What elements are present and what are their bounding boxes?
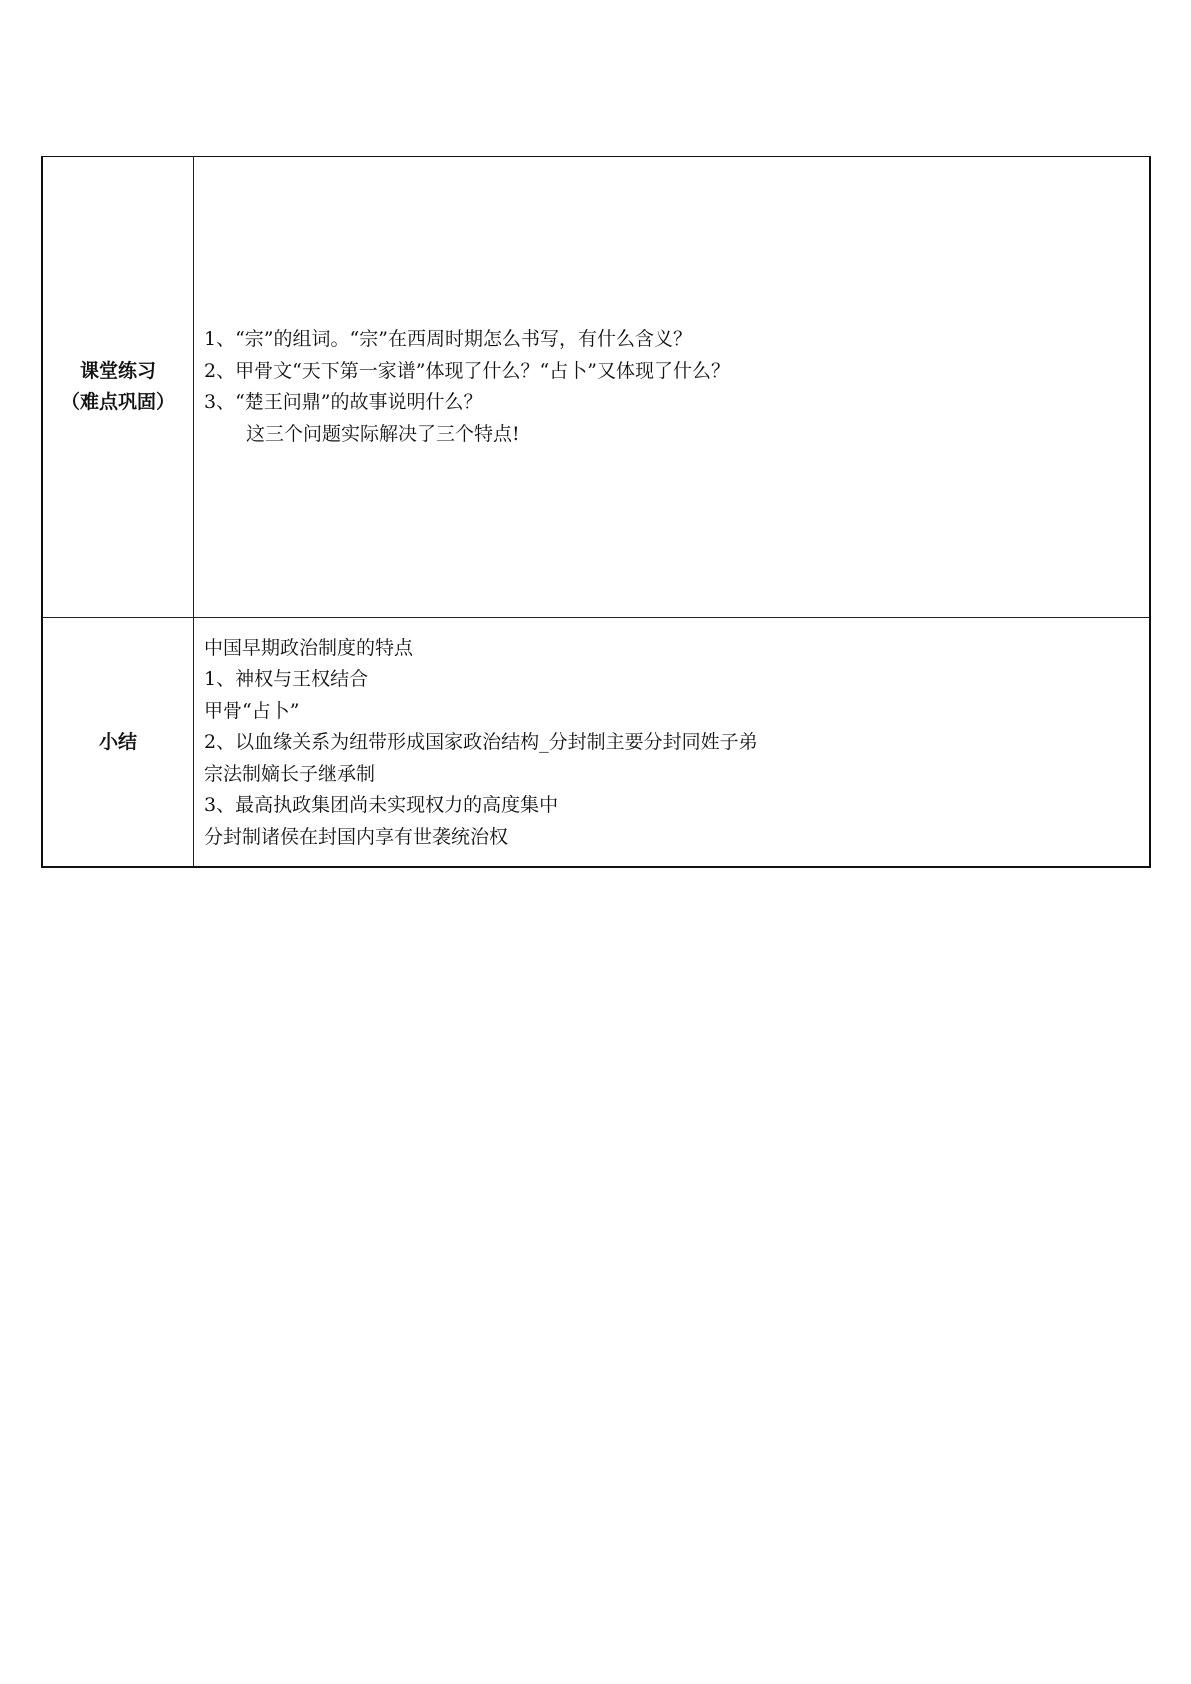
practice-label bbox=[43, 356, 193, 418]
practice-label-line1: 课堂练习 bbox=[79, 360, 156, 382]
practice-note: 这三个问题实际解决了三个特点! bbox=[246, 422, 520, 445]
practice-question-3: 3、“楚王问鼎”的故事说明什么？ bbox=[204, 391, 483, 413]
summary-line-7: 分封制诸侯在封国内享有世袭统治权 bbox=[204, 825, 509, 848]
summary-line-6: 3、最高执政集团尚未实现权力的高度集中 bbox=[204, 794, 559, 817]
summary-row bbox=[42, 618, 1150, 868]
summary-content bbox=[194, 631, 1149, 854]
practice-question-2: 2、甲骨文“天下第一家谱”体现了什么？“占卜”又体现了什么？ bbox=[204, 359, 730, 382]
practice-content bbox=[194, 324, 1149, 450]
summary-content-cell bbox=[194, 618, 1151, 868]
summary-label-cell bbox=[42, 618, 194, 868]
summary-line-5: 宗法制嫡长子继承制 bbox=[204, 762, 376, 785]
summary-label: 小结 bbox=[98, 730, 137, 753]
practice-label-line2: （难点巩固） bbox=[60, 391, 175, 413]
summary-line-3: 甲骨“占卜” bbox=[204, 699, 300, 722]
summary-line-1: 中国早期政治制度的特点 bbox=[204, 636, 414, 659]
practice-label-cell bbox=[42, 157, 194, 618]
lesson-table bbox=[41, 156, 1151, 868]
summary-line-2: 1、神权与王权结合 bbox=[204, 668, 369, 691]
practice-row bbox=[42, 157, 1150, 618]
practice-content-cell bbox=[194, 157, 1151, 618]
summary-line-4: 2、以血缘关系为纽带形成国家政治结构_分封制主要分封同姓子弟 bbox=[204, 731, 758, 754]
practice-question-1: 1、“宗”的组词。“宗”在西周时期怎么书写，有什么含义？ bbox=[204, 328, 692, 350]
